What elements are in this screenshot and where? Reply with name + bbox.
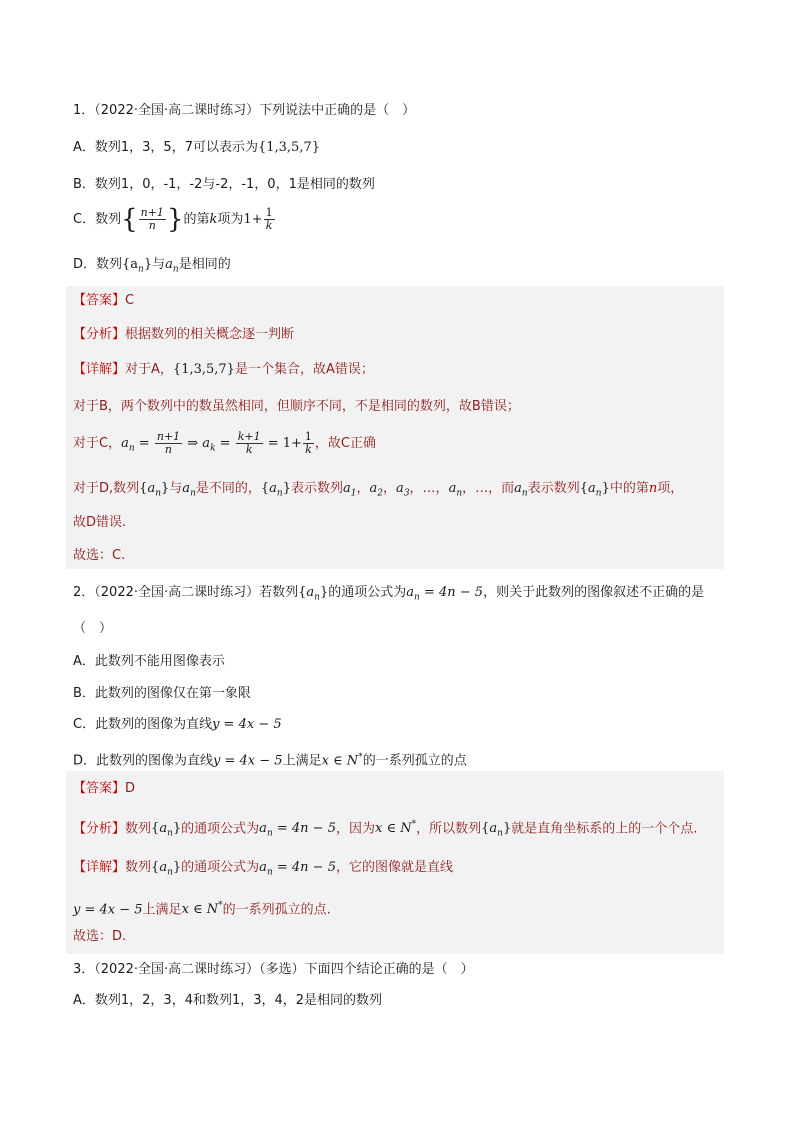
q2-choose: 故选：D. [73,929,127,944]
q1-detail-line4: 对于D,数列$\{a_n\}$与$a_n$是不同的，$\{a_n\}$表示数列$a_1$，$a_2$，$a_3$，…，$a_n$，…，而$a_n$表示数列$\{a_n\}$中的第n项， [73,481,684,499]
q2-option-c: C．此数列的图像为直线y = 4x − 5 [73,717,282,732]
q2-option-a: A．此数列不能用图像表示 [73,654,225,669]
q1-option-b: B．数列1，0，-1，-2与-2，-1，0，1是相同的数列 [73,177,375,192]
fraction: $\frac{n+1}{n}$ [140,206,164,232]
q3-option-a: A．数列1，2，3，4和数列1，3，4，2是相同的数列 [73,993,383,1008]
q3-stem: 3．（2022·全国·高二课时练习）（多选）下面四个结论正确的是（ ） [73,962,474,977]
q2-stem-paren: （ ） [73,621,113,636]
q1-detail-line3: 对于C，$a_n$ = $\frac{n+1}{n}$ ⇒ $a_k$ = $\frac{k+1}{k}$ = 1+ $\frac{1}{k}$ ，故C正确 [73,430,376,456]
q1-detail-line2: 对于B，两个数列中的数虽然相同，但顺序不同，不是相同的数列，故B错误； [73,399,520,414]
q2-solution-block [66,771,724,954]
q1-answer: 【答案】C [73,293,135,308]
q1-analysis: 【分析】根据数列的相关概念逐一判断 [73,327,295,342]
q2-option-b: B．此数列的图像仅在第一象限 [73,686,251,701]
q1-detail-line5: 故D错误. [73,515,127,530]
q1-option-a: A．数列1，3，5，7可以表示为{1,3,5,7} [73,140,321,155]
q2-answer: 【答案】D [73,781,136,796]
q1-solution-block [66,286,724,569]
q1-option-c: C．数列{ $\frac{n+1}{n}$ }的第k项为1+ $\frac{1}{k}$ [73,204,273,235]
q2-detail-line1: 【详解】数列$\{a_n\}$的通项公式为$a_n = 4n - 5$，它的图像就是直线 [73,860,453,878]
q1-choose: 故选：C. [73,548,126,563]
q1-stem: 1．（2022·全国·高二课时练习）下列说法中正确的是（ ） [73,103,416,118]
q2-stem: 2．（2022·全国·高二课时练习）若数列$\{a_n\}$的通项公式为$a_n = 4n - 5$，则关于此数列的图像叙述不正确的是 [73,585,705,603]
q2-detail-line2: y = 4x − 5上满足x ∈ N*的一系列孤立的点. [73,901,331,918]
q2-analysis: 【分析】数列$\{a_n\}$的通项公式为$a_n = 4n - 5$，因为x ∈ N*，所以数列$\{a_n\}$就是直角坐标系的上的一个个点. [73,820,698,839]
q1-detail-line1: 【详解】对于A，{1,3,5,7}是一个集合，故A错误； [73,362,374,377]
q1-option-d: D．数列$\{a_n\}$与$a_n$是相同的 [73,257,231,275]
q2-option-d: D．此数列的图像为直线y = 4x − 5上满足x ∈ N*的一系列孤立的点 [73,752,467,769]
